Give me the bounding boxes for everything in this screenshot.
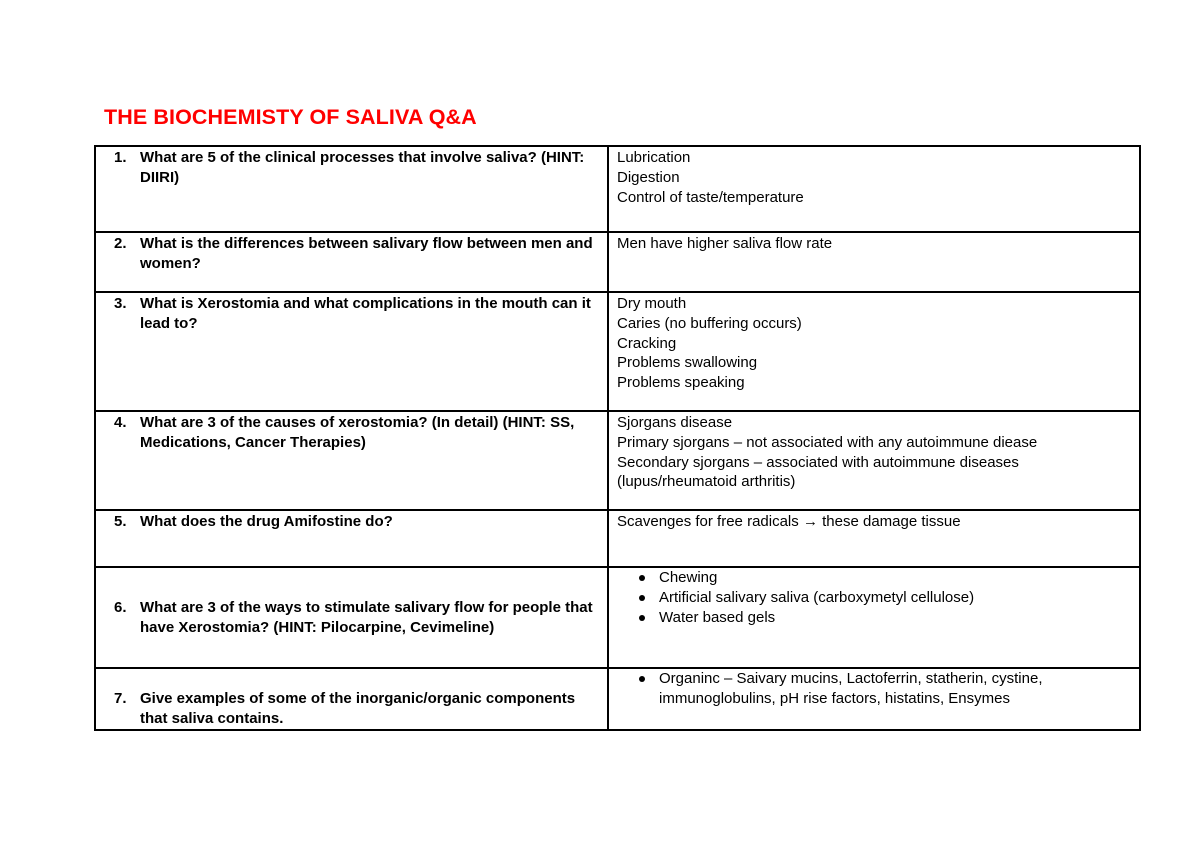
question-text: What does the drug Amifostine do? — [140, 513, 393, 530]
answer-line: Primary sjorgans – not associated with any autoimmune diease — [617, 433, 1038, 451]
answer-text: these damage tissue — [822, 513, 961, 530]
table-row — [95, 232, 1140, 292]
answer-line: Secondary sjorgans – associated with autoimmune diseases (lupus/rheumatoid arthritis) — [617, 453, 1019, 491]
qa-table — [94, 145, 1141, 731]
answer-cell — [608, 567, 1140, 668]
question-text: What is the differences between salivary flow between men and women? — [140, 235, 593, 272]
question-number: 4. — [114, 414, 127, 431]
question-text: What are 3 of the ways to stimulate salivary flow for people that have Xerostomia? (HINT: Pilocarpine, Cevimeline) — [140, 598, 593, 636]
table-row — [95, 146, 1140, 232]
answer-cell — [608, 668, 1140, 730]
question-cell — [95, 292, 608, 411]
list-item: Organinc – Saivary mucins, Lactoferrin, statherin, cystine, immunoglobulins, pH rise factors, histatins, Ensymes — [633, 669, 1139, 709]
question-number: 1. — [114, 149, 127, 166]
answer-cell — [608, 411, 1140, 510]
bullet-icon — [639, 595, 645, 601]
list-item: Artificial salivary saliva (carboxymetyl cellulose) — [633, 588, 1139, 608]
answer-line: Cracking — [617, 334, 677, 352]
question-cell — [95, 668, 608, 730]
answer-bullet-list — [609, 568, 1139, 627]
answer-cell — [608, 232, 1140, 292]
list-item: Water based gels — [633, 608, 1139, 628]
answer-line: Men have higher saliva flow rate — [617, 235, 833, 252]
question-number: 7. — [114, 690, 127, 708]
question-cell — [95, 411, 608, 510]
question-number: 2. — [114, 235, 127, 252]
question-text: What is Xerostomia and what complications in the mouth can it lead to? — [140, 295, 591, 332]
question-cell — [95, 567, 608, 668]
answer-cell — [608, 292, 1140, 411]
question-number: 6. — [114, 598, 127, 616]
table-row — [95, 567, 1140, 668]
question-cell — [95, 232, 608, 292]
answer-line: Sjorgans disease — [617, 414, 733, 431]
answer-line: Dry mouth — [617, 295, 687, 312]
question-text: What are 3 of the causes of xerostomia? (In detail) (HINT: SS, Medications, Cancer Therapies) — [140, 414, 575, 451]
answer-cell — [608, 510, 1140, 567]
question-cell — [95, 510, 608, 567]
answer-line: Lubrication — [617, 149, 691, 166]
table-row — [95, 510, 1140, 567]
table-row — [95, 411, 1140, 510]
answer-line: Caries (no buffering occurs) — [617, 314, 802, 332]
bullet-icon — [639, 575, 645, 581]
question-text: Give examples of some of the inorganic/organic components that saliva contains. — [140, 690, 576, 728]
answer-line: Problems speaking — [617, 374, 745, 392]
page-title: THE BIOCHEMISTY OF SALIVA Q&A — [104, 105, 477, 129]
list-item: Chewing — [633, 568, 1139, 588]
answer-bullet-list — [609, 669, 1139, 709]
bullet-icon — [639, 676, 645, 682]
answer-line: Control of taste/temperature — [617, 188, 804, 206]
bullet-icon — [639, 615, 645, 621]
question-number: 5. — [114, 513, 127, 530]
table-row — [95, 292, 1140, 411]
right-arrow-icon: → — [802, 513, 818, 530]
table-row — [95, 668, 1140, 730]
question-text: What are 5 of the clinical processes that involve saliva? (HINT: DIIRI) — [140, 149, 585, 186]
answer-text: Scavenges for free radicals — [617, 513, 799, 530]
question-cell — [95, 146, 608, 232]
answer-line: Problems swallowing — [617, 354, 758, 372]
answer-line: Digestion — [617, 168, 680, 186]
question-number: 3. — [114, 295, 127, 312]
answer-cell — [608, 146, 1140, 232]
